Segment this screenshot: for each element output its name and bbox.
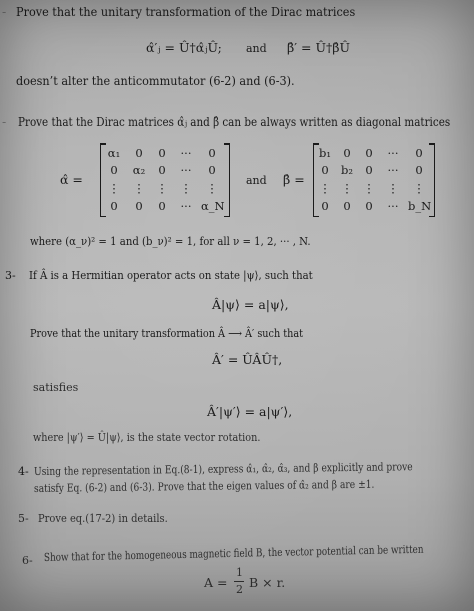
section4-line1: Using the representation in Eq.(8-1), express α̂₁, α̂₂, α̂₃, and β explicitly and prove <box>33 460 413 478</box>
beta-matrix-cell: 0 <box>343 199 351 213</box>
beta-matrix-cell: ⋮ <box>319 181 331 195</box>
beta-matrix-cell: ··· <box>387 146 399 160</box>
equation-and: and <box>246 42 267 55</box>
beta-matrix-cell: ··· <box>387 199 399 213</box>
alpha-matrix-cell: 0 <box>110 163 118 177</box>
alpha-matrix-cell: ··· <box>180 199 192 213</box>
alpha-matrix-cell: ⋮ <box>156 181 168 195</box>
fraction-numerator: 1 <box>236 566 243 579</box>
alpha-matrix-cell: 0 <box>208 163 216 177</box>
section5-line1: Prove eq.(17-2) in details. <box>38 512 168 525</box>
section6-number: 6- <box>22 554 33 567</box>
beta-matrix-label: β̂ = <box>283 172 305 187</box>
beta-matrix-cell: 0 <box>343 146 351 160</box>
beta-matrix-cell: ⋮ <box>413 181 425 195</box>
alpha-matrix-cell: 0 <box>158 199 166 213</box>
alpha-matrix-cell: 0 <box>158 146 166 160</box>
fraction-bar <box>234 581 244 582</box>
section3-line2: Prove that the unitary transformation Â ⟶ Â′ such that <box>30 327 304 340</box>
bullet-0: - <box>2 4 7 19</box>
alpha-matrix-cell: ⋮ <box>180 181 192 195</box>
beta-matrix-cell: b_N <box>408 199 432 213</box>
beta-matrix-cell: b₁ <box>319 146 331 160</box>
section6-eq-rhs: B × r. <box>249 575 286 590</box>
alpha-matrix-cell: α₂ <box>132 163 146 177</box>
section3-eq3: Â′|ψ′⟩ = a|ψ′⟩, <box>207 404 293 419</box>
section1-title: Prove that the Dirac matrices α̂ⱼ and β̂ can be always written as diagonal matrices <box>18 114 451 129</box>
beta-matrix-cell: 0 <box>415 146 423 160</box>
alpha-matrix-cell: ··· <box>180 163 192 177</box>
bullet-1: - <box>2 114 7 129</box>
section3-line1: If Â is a Hermitian operator acts on state |ψ⟩, such that <box>29 269 313 282</box>
section0-line2: doesn’t alter the anticommutator (6-2) and (6-3). <box>16 73 295 88</box>
section1-where: where (α_ν)² = 1 and (b_ν)² = 1, for all ν = 1, 2, ··· , N. <box>30 235 311 248</box>
section4-number: 4- <box>18 465 29 478</box>
section3-satisfies: satisfies <box>33 381 79 394</box>
section0-title: Prove that the unitary transformation of the Dirac matrices <box>16 4 356 19</box>
beta-matrix-cell: 0 <box>321 163 329 177</box>
beta-matrix-cell: 0 <box>415 163 423 177</box>
matrix-and: and <box>246 174 267 187</box>
beta-matrix-cell: ⋮ <box>363 181 375 195</box>
section3-eq1: Â|ψ⟩ = a|ψ⟩, <box>212 297 289 312</box>
section5-number: 5- <box>18 512 29 525</box>
beta-matrix-cell: 0 <box>365 146 373 160</box>
alpha-matrix-cell: 0 <box>135 199 143 213</box>
beta-matrix-cell: b₂ <box>341 163 353 177</box>
alpha-matrix-cell: 0 <box>110 199 118 213</box>
alpha-matrix <box>100 143 230 217</box>
beta-matrix-cell: ⋮ <box>341 181 353 195</box>
alpha-matrix-cell: 0 <box>208 146 216 160</box>
section3-eq2: Â′ = ÛÂÛ†, <box>212 352 283 367</box>
section4-line2: satisfy Eq. (6-2) and (6-3). Prove that the eigen values of α̂₂ and β are ±1. <box>33 477 375 495</box>
alpha-matrix-cell: α_N <box>201 199 225 213</box>
beta-matrix <box>313 143 435 217</box>
alpha-matrix-cell: 0 <box>158 163 166 177</box>
beta-matrix-cell: ··· <box>387 163 399 177</box>
beta-matrix-cell: ⋮ <box>387 181 399 195</box>
equation-alpha-transform: α̂′ⱼ = Û†α̂ⱼÛ; <box>146 40 222 55</box>
beta-matrix-cell: 0 <box>321 199 329 213</box>
alpha-matrix-label: α̂ = <box>60 172 83 187</box>
beta-matrix-cell: 0 <box>365 199 373 213</box>
alpha-matrix-cell: ⋮ <box>206 181 218 195</box>
section6-eq-lhs: A = <box>204 575 228 590</box>
equation-beta-transform: β̂′ = Û†β̂Û <box>287 40 351 55</box>
alpha-matrix-cell: α₁ <box>107 146 121 160</box>
section3-number: 3- <box>5 269 16 282</box>
fraction-denominator: 2 <box>236 583 243 596</box>
alpha-matrix-cell: 0 <box>135 146 143 160</box>
section6-line1: Show that for the homogeneous magnetic field B, the vector potential can be written <box>43 542 424 564</box>
alpha-matrix-cell: ⋮ <box>133 181 145 195</box>
alpha-matrix-cell: ··· <box>180 146 192 160</box>
alpha-matrix-cell: ⋮ <box>108 181 120 195</box>
beta-matrix-cell: 0 <box>365 163 373 177</box>
section3-where: where |ψ′⟩ = Û|ψ⟩, is the state vector rotation. <box>33 431 261 444</box>
